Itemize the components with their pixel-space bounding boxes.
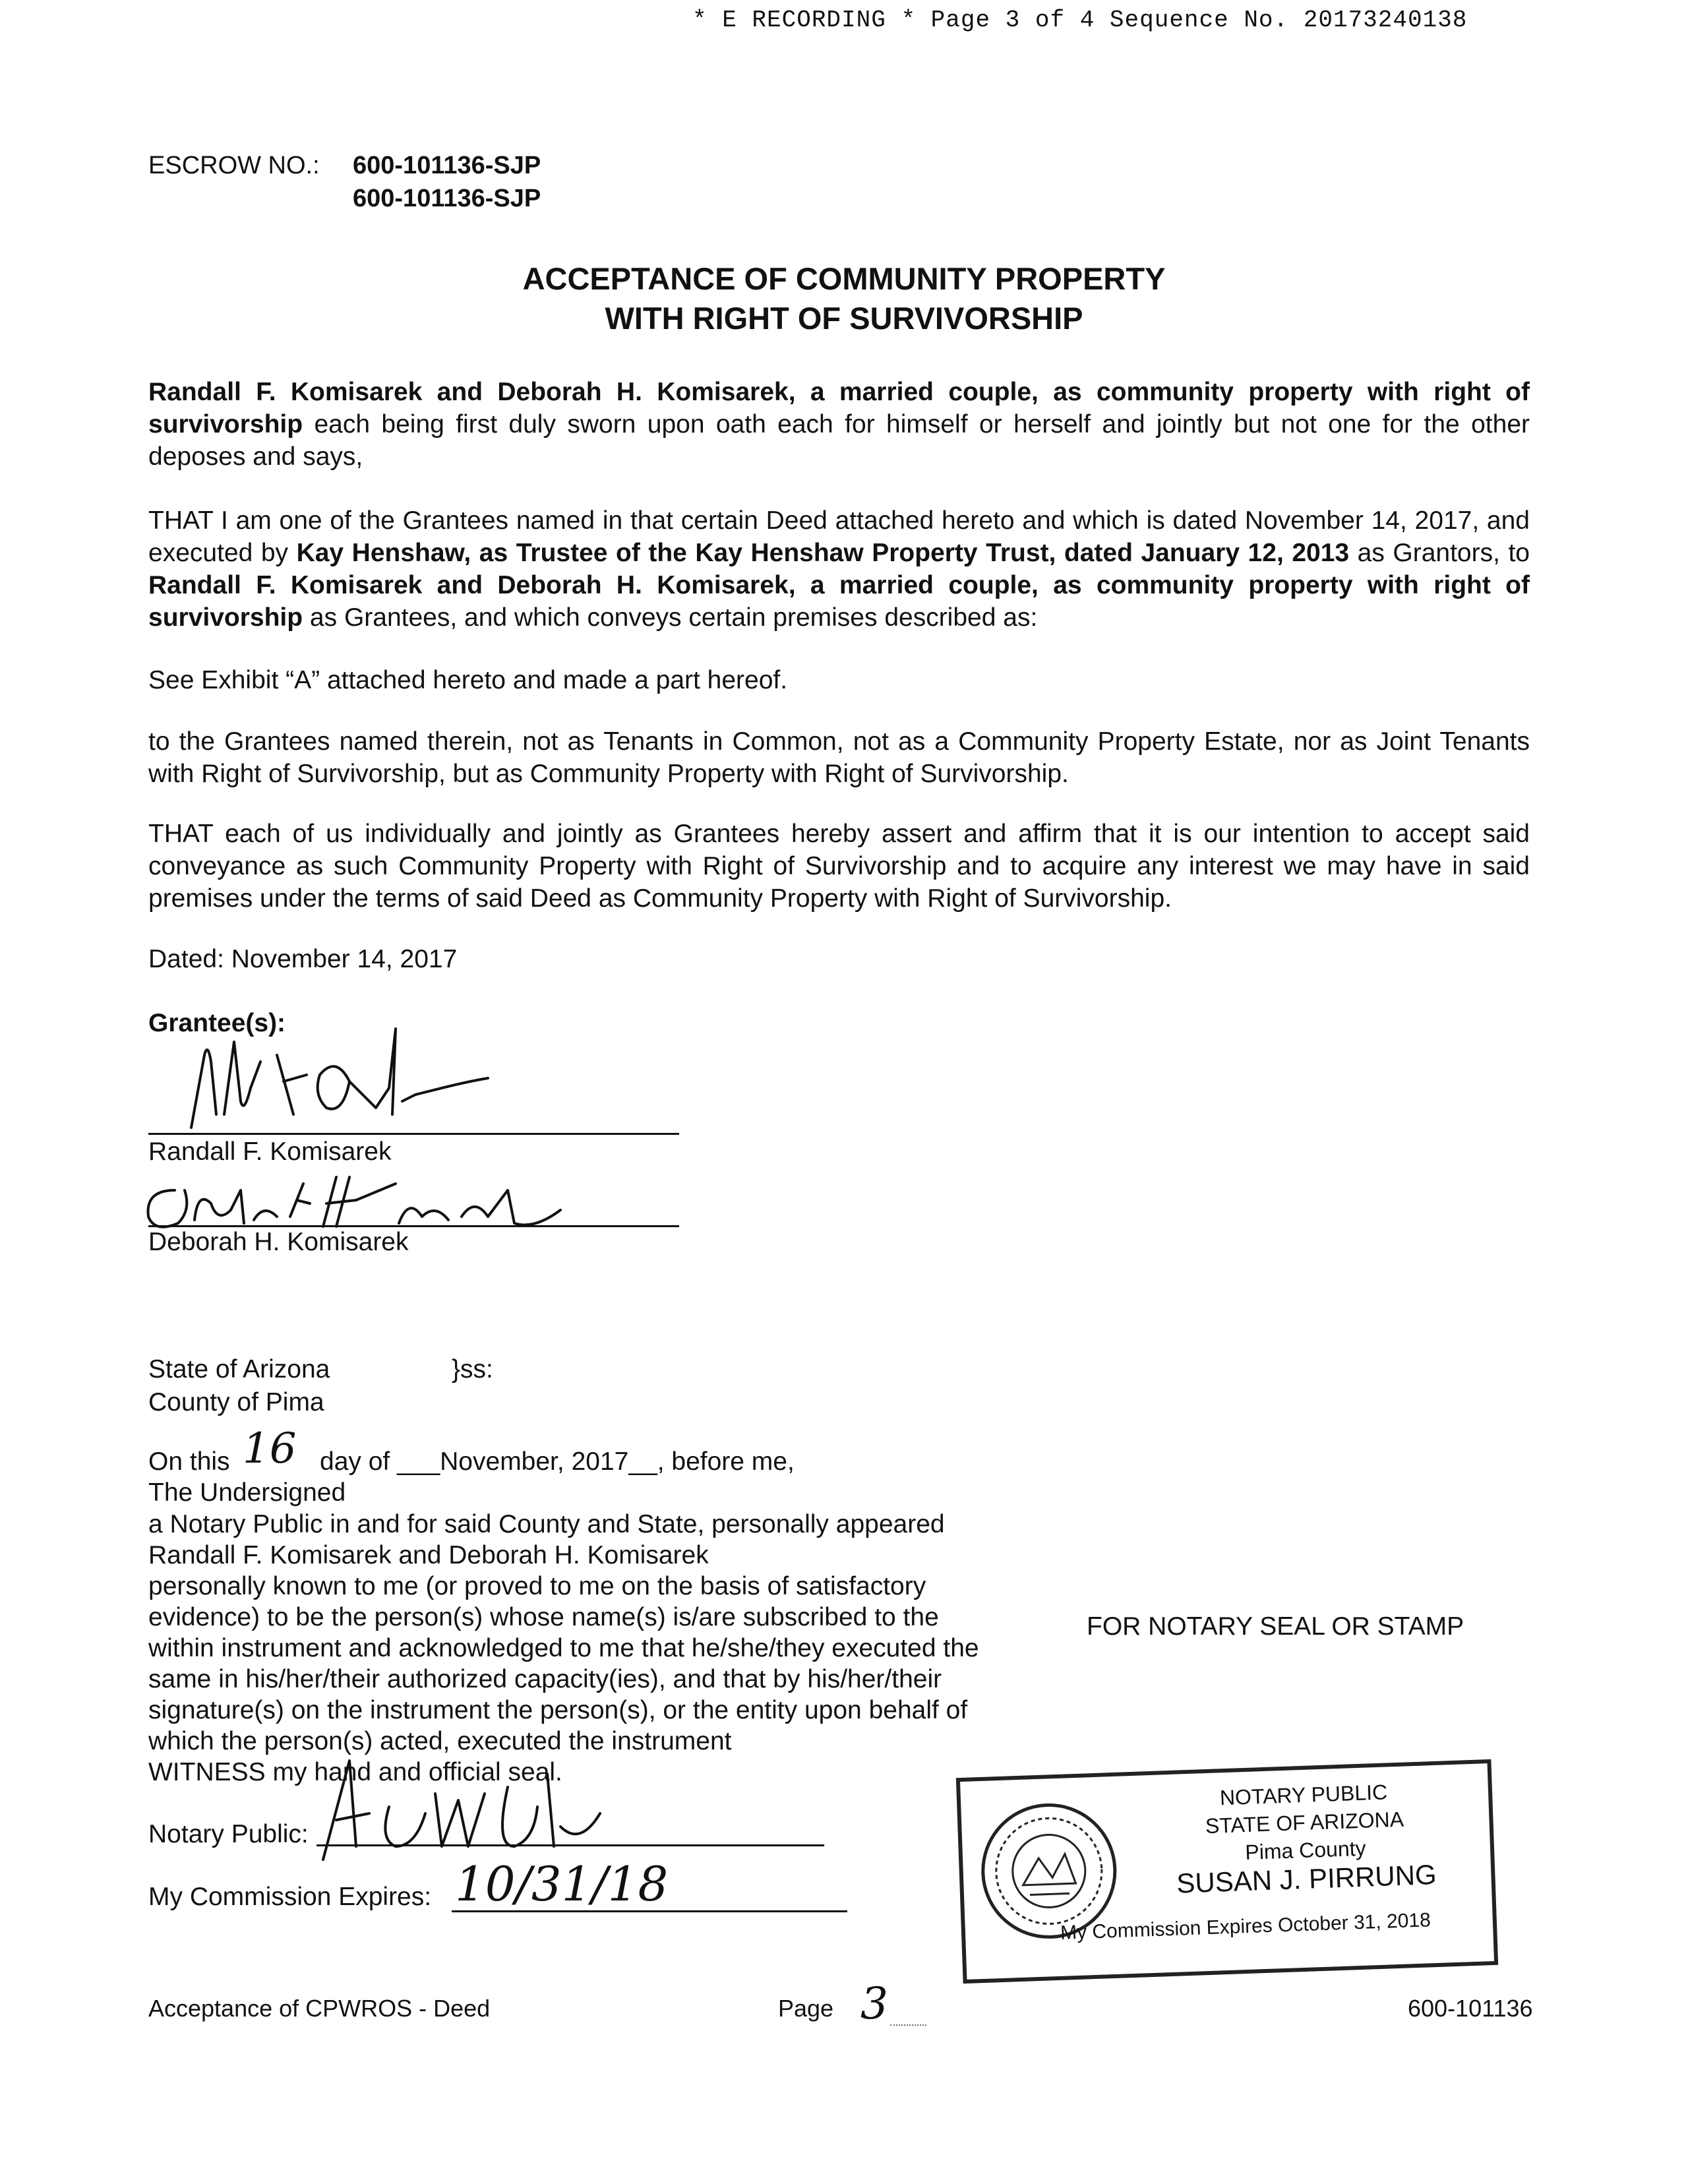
stamp-state: STATE OF ARIZONA xyxy=(1205,1807,1404,1838)
signature-randall xyxy=(178,1016,508,1134)
escrow-number-1: 600-101136-SJP xyxy=(353,152,541,179)
notary-text-line-2: Randall F. Komisarek and Deborah H. Komisarek xyxy=(148,1541,709,1569)
grantee-name-deborah: Deborah H. Komisarek xyxy=(148,1228,409,1256)
deed-text-c: as Grantors, to xyxy=(1349,539,1530,567)
document-title-line-1: ACCEPTANCE OF COMMUNITY PROPERTY xyxy=(522,261,1166,296)
signature-line-randall xyxy=(148,1133,679,1135)
stamp-county: Pima County xyxy=(1244,1836,1367,1865)
page-number-underline xyxy=(890,2024,926,2026)
escrow-label: ESCROW NO.: xyxy=(148,152,320,179)
signature-line-deborah xyxy=(148,1225,679,1227)
notary-text-line-1: a Notary Public in and for said County and State, personally appeared xyxy=(148,1510,945,1538)
stamp-notary-name: SUSAN J. PIRRUNG xyxy=(1176,1858,1437,1899)
footer-document-title: Acceptance of CPWROS - Deed xyxy=(148,1995,491,2022)
grantees-label: Grantee(s): xyxy=(148,1009,286,1037)
footer-page-number: 3 xyxy=(860,1978,888,2029)
notary-text-line-7: signature(s) on the instrument the person(s), or the entity upon behalf of xyxy=(148,1696,968,1724)
undersigned-line: The Undersigned xyxy=(148,1478,346,1507)
grantees-bold: Randall F. Komisarek and Deborah H. Komisarek, a married couple, as community property with right of survivorship xyxy=(148,378,1530,439)
footer-escrow-ref: 600-101136 xyxy=(1408,1995,1533,2022)
commission-expires-line xyxy=(452,1910,847,1912)
notary-text-line-4: evidence) to be the person(s) whose name(s) is/are subscribed to the xyxy=(148,1603,939,1631)
escrow-number-2: 600-101136-SJP xyxy=(353,185,541,212)
notary-text-line-5: within instrument and acknowledged to me that he/she/they executed the xyxy=(148,1634,979,1662)
commission-expires-label: My Commission Expires: xyxy=(148,1883,432,1911)
handwritten-day: 16 xyxy=(243,1424,297,1473)
notary-text-line-8: which the person(s) acted, executed the instrument xyxy=(148,1727,732,1755)
paragraph-affirmation: THAT each of us individually and jointly as Grantees hereby assert and affirm that it is our intention to accept said conveyance as such Community Property with Right of Survivorship and to acquire any interest we may have in said premises under the terms of said Deed as Community Property with Right of Survivorship. xyxy=(148,820,1530,913)
oath-text: each being first duly sworn upon oath each for himself or herself and jointly but not one for the other deposes and says, xyxy=(148,410,1530,471)
grantee-name-randall: Randall F. Komisarek xyxy=(148,1138,392,1166)
handwritten-expiration: 10/31/18 xyxy=(455,1856,669,1912)
deed-text-e: as Grantees, and which conveys certain premises described as: xyxy=(303,603,1038,632)
venue-state: State of Arizona xyxy=(148,1355,330,1383)
day-of-line: day of ___November, 2017__, before me, xyxy=(320,1447,795,1476)
paragraph-tenancy: to the Grantees named therein, not as Tenants in Common, not as a Community Property Estate, nor as Joint Tenants with Right of Survivorship, but as Community Property with Right of Survivorship. xyxy=(148,727,1530,788)
notary-text-line-3: personally known to me (or proved to me on the basis of satisfactory xyxy=(148,1572,926,1600)
notary-stamp xyxy=(956,1759,1498,1984)
notary-public-label: Notary Public: xyxy=(148,1820,309,1848)
grantor-bold: Kay Henshaw, as Trustee of the Kay Henshaw Property Trust, dated January 12, 2013 xyxy=(296,539,1350,567)
recording-header: * E RECORDING * Page 3 of 4 Sequence No. 20173240138 xyxy=(692,7,1468,34)
paragraph-grantees-oath xyxy=(148,376,1530,473)
deed-text-a: THAT I am one of the Grantees named in that certain Deed attached hereto and which is dated November 14, 2017, and executed by xyxy=(148,506,1530,567)
dated-line: Dated: November 14, 2017 xyxy=(148,945,458,973)
on-this-label: On this xyxy=(148,1447,230,1476)
notary-text-line-6: same in his/her/their authorized capacity(ies), and that by his/her/their xyxy=(148,1665,942,1693)
venue-county: County of Pima xyxy=(148,1388,324,1416)
stamp-notary-public: NOTARY PUBLIC xyxy=(1219,1780,1388,1810)
stamp-commission-expires: My Commission Expires October 31, 2018 xyxy=(1060,1909,1432,1944)
grantee-bold: Randall F. Komisarek and Deborah H. Komisarek, a married couple, as community property with right of survivorship xyxy=(148,571,1530,632)
seal-placeholder-label: FOR NOTARY SEAL OR STAMP xyxy=(1087,1612,1464,1641)
paragraph-deed xyxy=(148,504,1530,634)
footer-page-label: Page xyxy=(778,1995,834,2022)
witness-line: WITNESS my hand and official seal. xyxy=(148,1758,562,1786)
signature-notary xyxy=(310,1747,626,1866)
venue-ss: }ss: xyxy=(452,1355,493,1383)
paragraph-exhibit: See Exhibit “A” attached hereto and made a part hereof. xyxy=(148,666,788,694)
notary-signature-line xyxy=(316,1844,824,1846)
document-title-line-2: WITH RIGHT OF SURVIVORSHIP xyxy=(605,301,1083,336)
